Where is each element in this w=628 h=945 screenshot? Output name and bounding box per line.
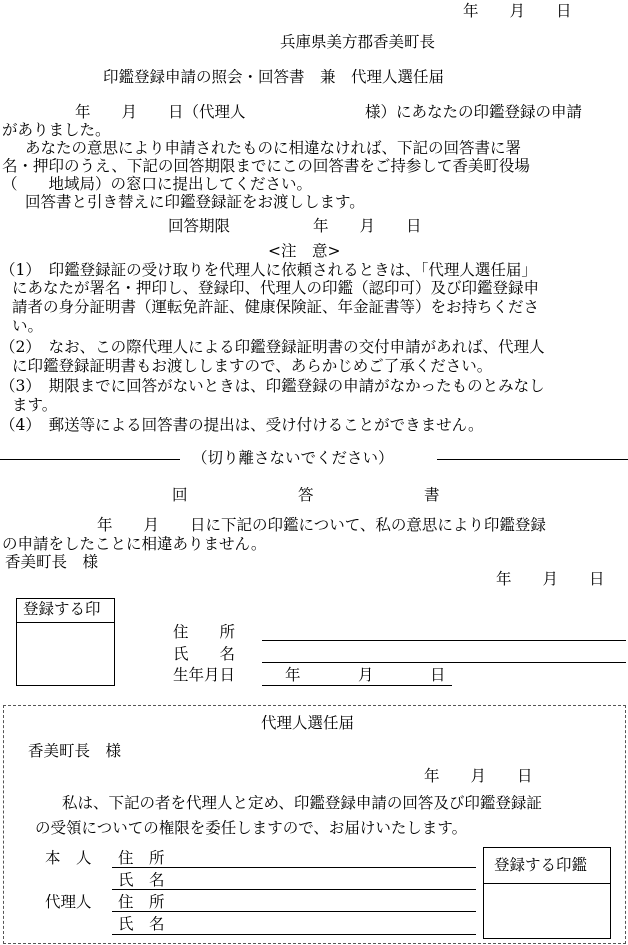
- principal-address-field[interactable]: [112, 867, 476, 868]
- deadline-label: 回答期限: [168, 217, 231, 235]
- document-title: 印鑑登録申請の照会・回答書 兼 代理人選任届: [103, 68, 445, 86]
- proxy-body-line-2: の受領についての権限を委任しますので、お届けいたします。: [35, 819, 468, 837]
- notice-line-2: がありました。: [2, 121, 111, 139]
- proxy-person-label: 代理人: [45, 893, 92, 911]
- reply-body-line-2: の申請をしたことに相違ありません。: [2, 535, 267, 553]
- principal-address-label: 住 所: [118, 849, 165, 867]
- note-1-line-3: 請者の身分証明書（運転免許証、健康保険証、年金証書等）をお持ちくださ: [12, 298, 540, 316]
- reply-body-line-1: 年 月 日に下記の印鑑について、私の意思により印鑑登録: [97, 516, 546, 534]
- proxy-seal-label: 登録する印鑑: [494, 856, 588, 874]
- note-1-line-2: にあなたが署名・押印し、登録印、代理人の印鑑（認印可）及び印鑑登録申: [12, 279, 540, 297]
- notice-line-1-right: 様）にあなたの印鑑登録の申請: [365, 103, 583, 121]
- principal-name-label: 氏 名: [118, 871, 165, 889]
- reply-title-char-2: 答: [298, 486, 314, 504]
- reply-birth-year: 年: [285, 666, 301, 684]
- reply-address-field[interactable]: [262, 640, 626, 641]
- note-3-line-1: （3） 期限までに回答がないときは、印鑑登録の申請がなかったものとみなし: [0, 377, 545, 395]
- note-4-line-1: （4） 郵送等による回答書の提出は、受け付けることができません。: [0, 416, 484, 434]
- notice-line-3: あなたの意思により申請されたものに相違なければ、下記の回答書に署: [25, 139, 522, 157]
- note-3-line-2: ます。: [12, 396, 58, 414]
- notice-line-1-left: 年 月 日（代理人: [75, 103, 246, 121]
- cut-line-right: [437, 459, 628, 460]
- proxy-addressee: 香美町長 様: [28, 742, 122, 760]
- cut-line-text: （切り離さないでください）: [192, 449, 394, 467]
- issuer: 兵庫県美方郡香美町長: [280, 33, 436, 51]
- reply-seal-label: 登録する印: [23, 600, 101, 618]
- notice-line-4: 名・押印のうえ、下記の回答期限までにこの回答書をご持参して香美町役場: [2, 157, 530, 175]
- reply-title-char-1: 回: [172, 486, 188, 504]
- note-1-line-1: （1） 印鑑登録証の受け取りを代理人に依頼されるときは、「代理人選任届」: [0, 261, 537, 279]
- notes-heading: <注 意>: [268, 242, 341, 260]
- reply-birth-month: 月: [358, 666, 374, 684]
- reply-title-char-3: 書: [424, 486, 440, 504]
- proxy-name-field[interactable]: [112, 934, 476, 935]
- deadline-date: 年 月 日: [313, 217, 422, 235]
- principal-name-field[interactable]: [112, 889, 476, 890]
- cut-line-left: [0, 459, 180, 460]
- proxy-title: 代理人選任届: [261, 714, 355, 732]
- reply-birth-label: 生年月日: [173, 666, 236, 684]
- proxy-name-label: 氏 名: [118, 915, 165, 933]
- proxy-body-line-1: 私は、下記の者を代理人と定め、印鑑登録申請の回答及び印鑑登録証: [62, 794, 542, 812]
- notice-line-6: 回答書と引き替えに印鑑登録証をお渡しします。: [25, 193, 365, 211]
- proxy-address-label: 住 所: [118, 893, 165, 911]
- notice-line-5: （ 地域局）の窓口に提出してください。: [2, 175, 313, 193]
- reply-birth-field[interactable]: [262, 685, 452, 686]
- reply-name-label: 氏 名: [173, 645, 236, 663]
- reply-name-field[interactable]: [262, 662, 626, 663]
- reply-address-label: 住 所: [173, 623, 236, 641]
- principal-label: 本 人: [45, 849, 92, 867]
- reply-addressee: 香美町長 様: [5, 553, 99, 571]
- note-1-line-4: い。: [12, 317, 44, 335]
- proxy-address-field[interactable]: [112, 911, 476, 912]
- reply-date: 年 月 日: [496, 570, 605, 588]
- note-2-line-2: に印鑑登録証明書もお渡ししますので、あらかじめご了承ください。: [12, 357, 493, 375]
- proxy-seal-box: [483, 847, 611, 939]
- note-2-line-1: （2） なお、この際代理人による印鑑登録証明書の交付申請があれば、代理人: [0, 338, 545, 356]
- reply-birth-day: 日: [430, 666, 446, 684]
- reply-seal-box: [16, 598, 115, 686]
- header-date: 年 月 日: [463, 2, 572, 20]
- proxy-date: 年 月 日: [424, 767, 533, 785]
